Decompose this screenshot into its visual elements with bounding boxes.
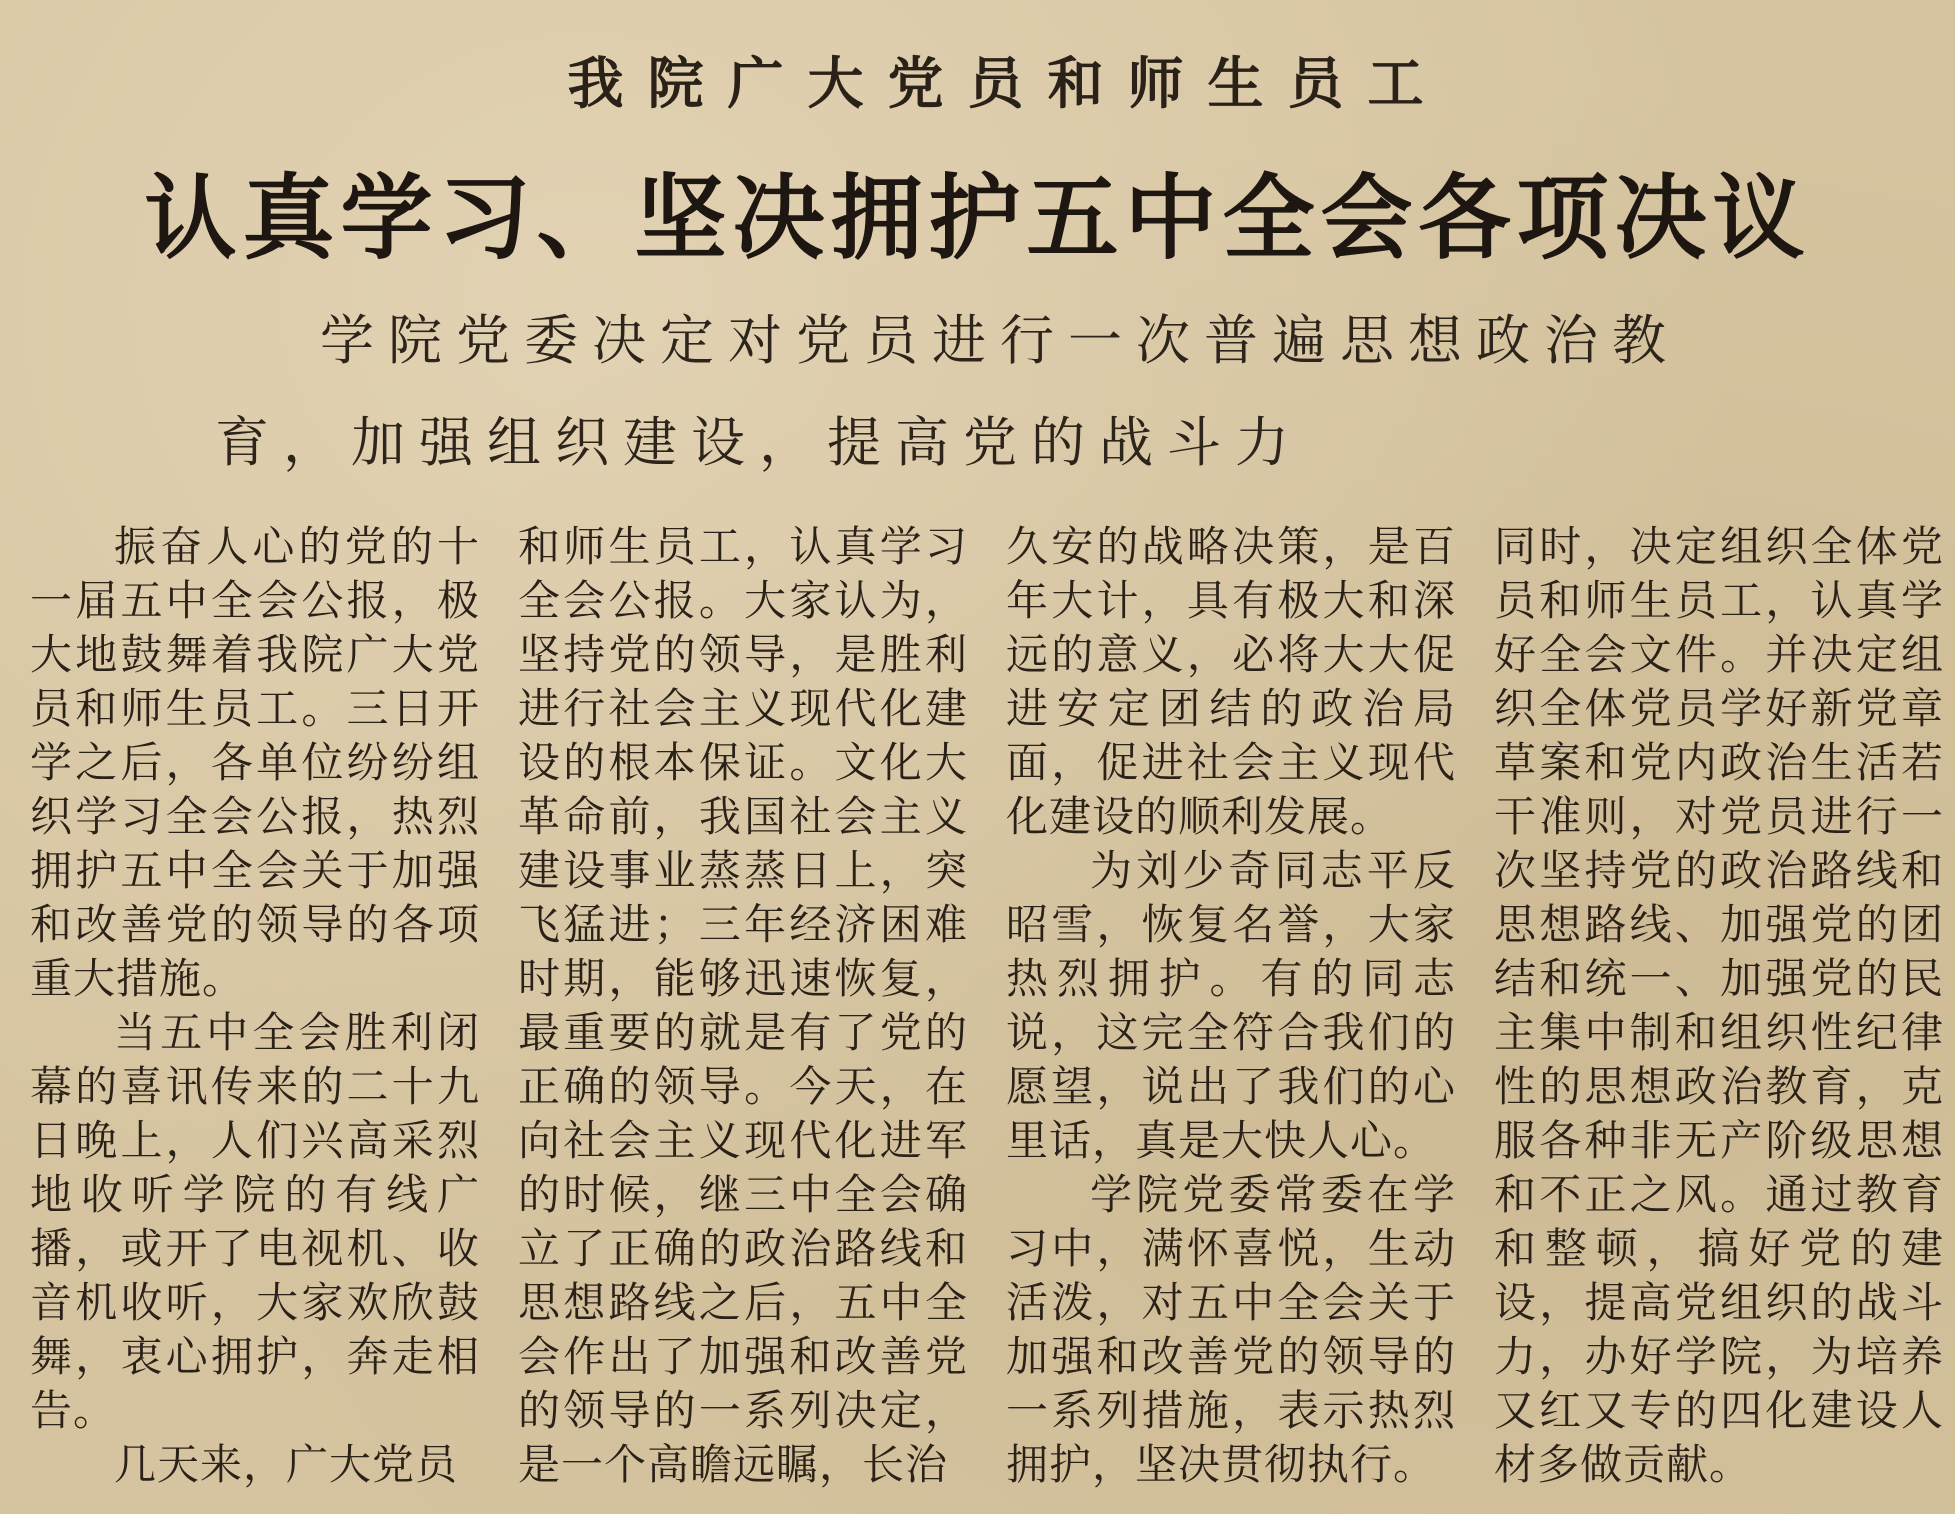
body-column-4 bbox=[1494, 520, 1944, 1492]
body-paragraph: 几天来，广大党员 bbox=[114, 1440, 459, 1489]
body-paragraph: 和师生员工，认真学习全会公报。大家认为，坚持党的领导，是胜利进行社会主义现代化建设的根本保证。文化大革命前，我国社会主义建设事业蒸蒸日上，突飞猛进；三年经济困难时期，能够迅速恢复，最重要的就是有了党的正确的领导。今天，在向社会主义现代化进军的时候，继三中全会确立了正确的政治路线和思想路线之后，五中全会作出了加强和改善党的领导的一系列决定，是一个高瞻远瞩，长治 bbox=[518, 522, 968, 1489]
body-paragraph: 久安的战略决策，是百年大计，具有极大和深远的意义，必将大大促进安定团结的政治局面，促进社会主义现代化建设的顺利发展。 bbox=[1006, 522, 1456, 841]
body-paragraph: 学院党委常委在学习中，满怀喜悦，生动活泼，对五中全会关于加强和改善党的领导的一系列措施，表示热烈拥护，坚决贯彻执行。 bbox=[1006, 1170, 1456, 1489]
article-headline: 认真学习、坚决拥护五中全会各项决议 bbox=[144, 165, 1811, 272]
article-subtitle-line-1: 学院党委决定对党员进行一次普遍思想政治教 bbox=[320, 309, 1680, 372]
body-column-1 bbox=[30, 520, 480, 1492]
body-paragraph: 为刘少奇同志平反昭雪，恢复名誉，大家热烈拥护。有的同志说，这完全符合我们的愿望，说出了我们的心里话，真是大快人心。 bbox=[1006, 846, 1456, 1165]
body-paragraph: 当五中全会胜利闭幕的喜讯传来的二十九日晚上，人们兴高采烈地收听学院的有线广播，或开了电视机、收音机收听，大家欢欣鼓舞，衷心拥护，奔走相告。 bbox=[30, 1008, 480, 1435]
article-body bbox=[30, 520, 1944, 1510]
body-paragraph: 同时，决定组织全体党员和师生员工，认真学好全会文件。并决定组织全体党员学好新党章草案和党内政治生活若干准则，对党员进行一次坚持党的政治路线和思想路线、加强党的团结和统一、加强党的民主集中制和组织性纪律性的思想政治教育，克服各种非无产阶级思想和不正之风。通过教育和整顿，搞好党的建设，提高党组织的战斗力，办好学院，为培养又红又专的四化建设人材多做贡献。 bbox=[1494, 522, 1944, 1489]
body-column-2 bbox=[518, 520, 968, 1492]
body-paragraph: 振奋人心的党的十一届五中全会公报，极大地鼓舞着我院广大党员和师生员工。三日开学之后，各单位纷纷组织学习全会公报，热烈拥护五中全会关于加强和改善党的领导的各项重大措施。 bbox=[30, 522, 480, 1003]
article-subtitle-line-2: 育，加强组织建设，提高党的战斗力 bbox=[215, 411, 1303, 474]
article-kicker: 我院广大党员和师生员工 bbox=[567, 51, 1448, 117]
body-column-3 bbox=[1006, 520, 1456, 1492]
